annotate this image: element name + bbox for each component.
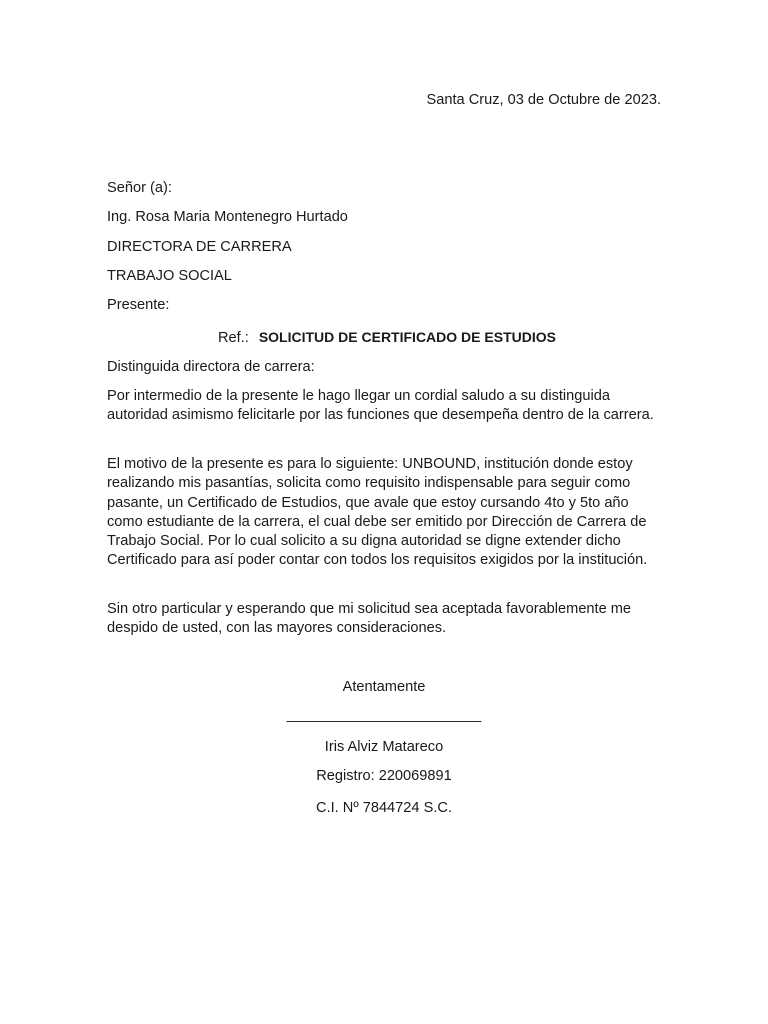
reference-title: SOLICITUD DE CERTIFICADO DE ESTUDIOS: [258, 329, 556, 345]
body-paragraph-2: El motivo de la presente es para lo siguiente: UNBOUND, institución donde estoy realizando mis pasantías, solicita como requisito indispensable para seguir como pasante, un Certificado de Estudios, que avale que estoy cursando 4to y 5to año como estudiante de la carrera, el cual debe ser emitido por Dirección de Carrera de Trabajo Social. Por lo cual solicito a su digna autoridad se digne extender dicho Certificado para así poder contar con todos los requisitos exigidos por la institución.: [107, 456, 648, 569]
sender-ci: C.I. Nº 7844724 S.C.: [316, 800, 452, 816]
recipient-department: TRABAJO SOCIAL: [107, 268, 232, 284]
body-paragraph-1: Por intermedio de la presente le hago llegar un cordial saludo a su distinguida autoridad asimismo felicitarle por las funciones que desempeña dentro de la carrera.: [107, 388, 654, 424]
letter-date: Santa Cruz, 03 de Octubre de 2023.: [426, 92, 661, 108]
recipient-name: Ing. Rosa Maria Montenegro Hurtado: [107, 209, 348, 225]
body-paragraph-3: Sin otro particular y esperando que mi solicitud sea aceptada favorablemente me despido de usted, con las mayores consideraciones.: [107, 601, 632, 637]
sender-name: Iris Alviz Matareco: [324, 739, 444, 755]
recipient-salutation: Señor (a):: [107, 180, 172, 196]
reference-line: [218, 328, 556, 348]
reference-label: Ref.:: [218, 330, 249, 346]
recipient-position: DIRECTORA DE CARRERA: [107, 239, 292, 255]
signature-line: ________________________: [286, 707, 482, 723]
recipient-presente: Presente:: [107, 297, 170, 313]
greeting: Distinguida directora de carrera:: [107, 359, 315, 375]
sender-registro: Registro: 220069891: [316, 768, 452, 784]
closing: Atentamente: [342, 679, 426, 695]
